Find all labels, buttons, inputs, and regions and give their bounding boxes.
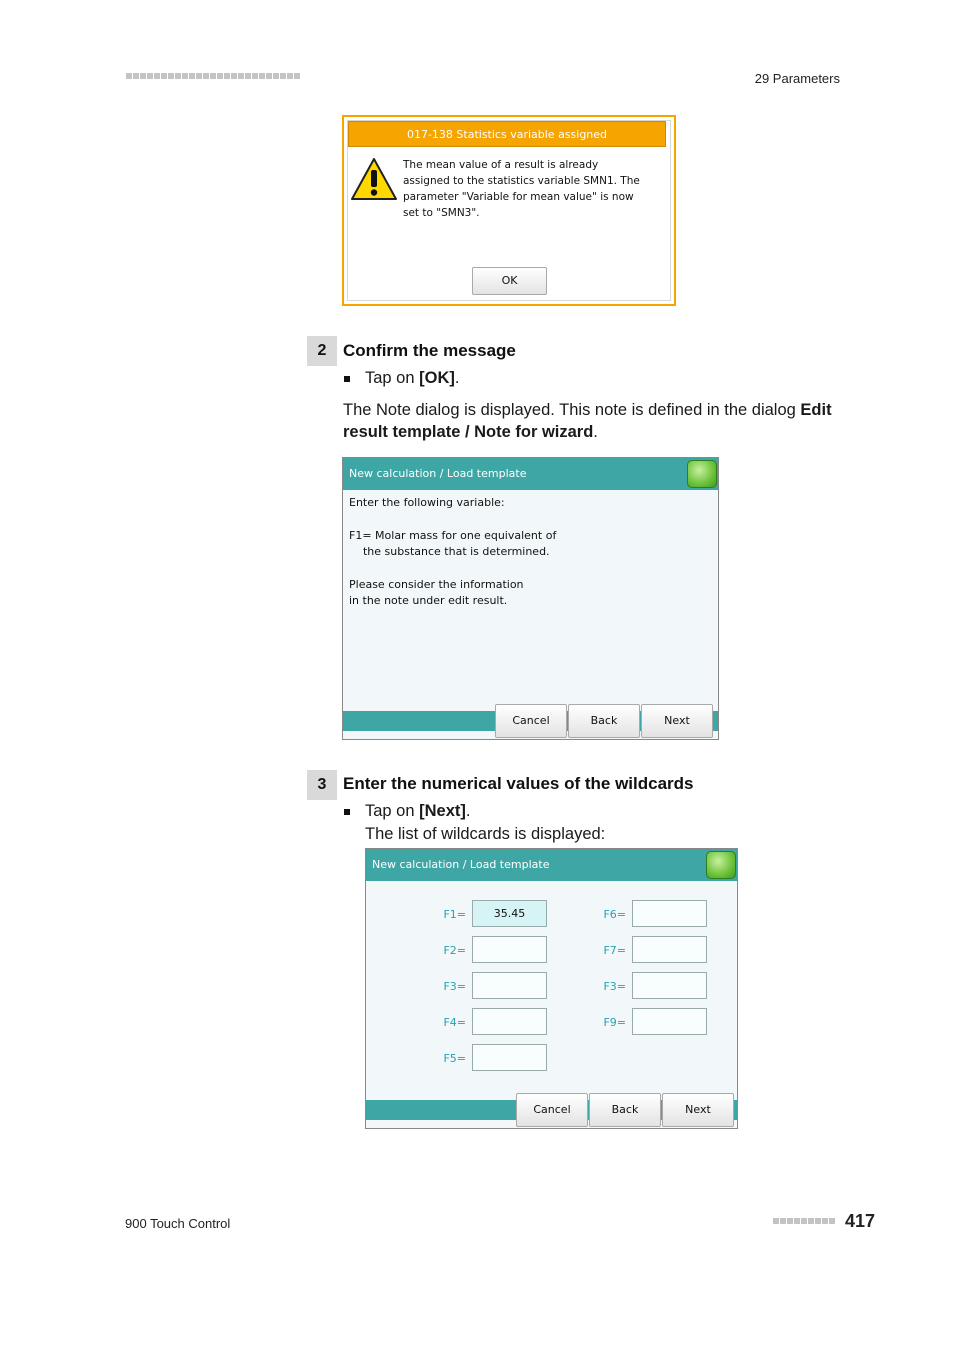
error-dialog <box>342 115 676 306</box>
wildcard-field[interactable]: 35.45 <box>472 900 547 927</box>
wildcard-label: F4= <box>443 1016 466 1029</box>
bullet-icon <box>344 809 350 815</box>
wildcard-label: F5= <box>443 1052 466 1065</box>
back-button[interactable]: Back <box>568 704 640 738</box>
chapter-title: 29 Parameters <box>754 71 840 86</box>
wildcard-label: F3= <box>603 980 626 993</box>
page-number: 417 <box>845 1211 876 1231</box>
ok-button[interactable]: OK <box>472 267 547 295</box>
step-number: 2 <box>307 336 337 366</box>
note-line: the substance that is determined. <box>349 545 550 558</box>
wildcard-field[interactable] <box>632 1008 707 1035</box>
wildcard-field[interactable] <box>632 936 707 963</box>
wildcard-dialog <box>365 848 738 1129</box>
dialog-title: New calculation / Load template <box>343 458 718 490</box>
note-line: F1= Molar mass for one equivalent of <box>349 529 557 542</box>
back-button[interactable]: Back <box>589 1093 661 1127</box>
home-icon[interactable] <box>706 851 736 879</box>
wildcard-label: F2= <box>443 944 466 957</box>
wildcard-label: F3= <box>443 980 466 993</box>
note-line: Please consider the information <box>349 578 524 591</box>
wildcard-field[interactable] <box>472 936 547 963</box>
wildcard-field[interactable] <box>472 1008 547 1035</box>
next-button[interactable]: Next <box>662 1093 734 1127</box>
wildcard-field[interactable] <box>472 972 547 999</box>
wildcard-field[interactable] <box>632 900 707 927</box>
step-number: 3 <box>307 770 337 800</box>
error-dialog-title: 017-138 Statistics variable assigned <box>348 121 666 147</box>
product-name: 900 Touch Control <box>125 1216 231 1231</box>
wildcard-label: F6= <box>603 908 626 921</box>
step-title: Enter the numerical values of the wildcards <box>343 774 694 793</box>
step-description: The Note dialog is displayed. This note is defined in the dialog Edit result template / Note for wizard. <box>343 401 832 441</box>
note-line: in the note under edit result. <box>349 594 508 607</box>
footer-decoration <box>773 1218 835 1224</box>
dialog-title: New calculation / Load template <box>366 849 737 881</box>
bullet-icon <box>344 376 350 382</box>
warning-icon <box>350 157 398 201</box>
home-icon[interactable] <box>687 460 717 488</box>
step-instruction: Tap on [OK]. <box>365 369 460 387</box>
wildcard-label: F9= <box>603 1016 626 1029</box>
wildcard-label: F7= <box>603 944 626 957</box>
step-result: The list of wildcards is displayed: <box>365 825 606 843</box>
error-message: The mean value of a result is already assigned to the statistics variable SMN1. The parameter "Variable for mean value" is now set to "SMN3". <box>403 159 640 219</box>
cancel-button[interactable]: Cancel <box>495 704 567 738</box>
step-instruction: Tap on [Next]. <box>365 802 471 820</box>
wildcard-label: F1= <box>443 908 466 921</box>
header-decoration <box>126 73 300 79</box>
note-line: Enter the following variable: <box>349 496 505 509</box>
note-dialog <box>342 457 719 740</box>
cancel-button[interactable]: Cancel <box>516 1093 588 1127</box>
next-button[interactable]: Next <box>641 704 713 738</box>
wildcard-field[interactable] <box>472 1044 547 1071</box>
step-title: Confirm the message <box>343 341 516 360</box>
wildcard-field[interactable] <box>632 972 707 999</box>
